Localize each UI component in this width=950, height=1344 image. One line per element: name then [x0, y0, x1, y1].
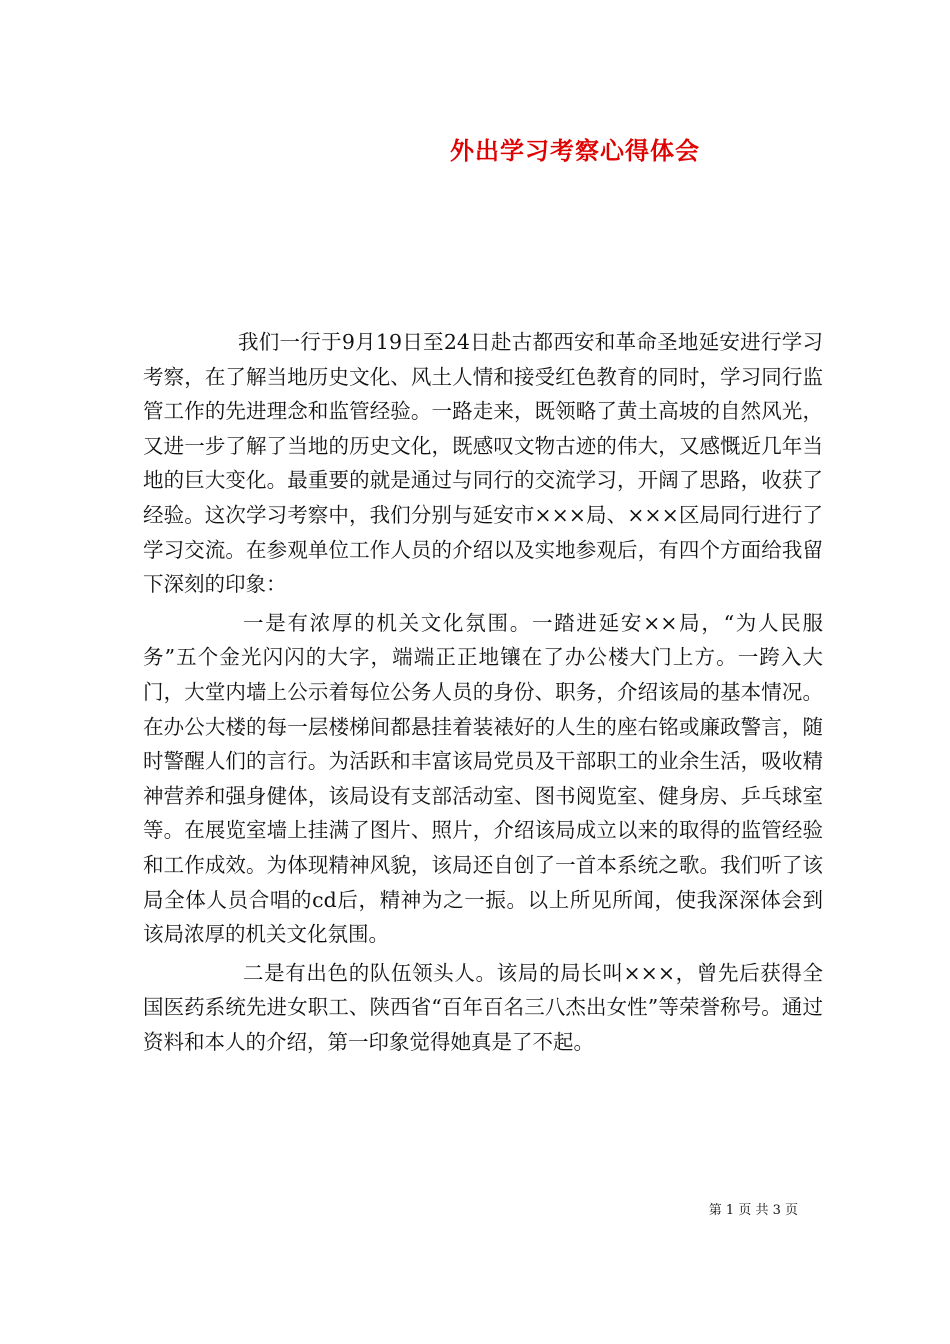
paragraph-point-one: 一是有浓厚的机关文化氛围。一踏进延安××局，“为人民服务”五个金光闪闪的大字，端端正正地镶在了办公楼大门上方。一跨入大门，大堂内墙上公示着每位公务人员的身份、职务，介绍该局的基本情况。在办公大楼的每一层楼梯间都悬挂着装裱好的人生的座右铭或廉政警言，随时警醒人们的言行。为活跃和丰富该局党员及干部职工的业余生活，吸收精神营养和强身健体，该局设有支部活动室、图书阅览室、健身房、乒乓球室等。在展览室墙上挂满了图片、照片，介绍该局成立以来的取得的监管经验和工作成效。为体现精神风貌，该局还自创了一首本系统之歌。我们听了该局全体人员合唱的cd后，精神为之一振。以上所见所闻，使我深深体会到该局浓厚的机关文化氛围。 — [143, 610, 823, 947]
document-title-text: 外出学习考察心得体会 — [450, 137, 700, 165]
paragraph-intro: 我们一行于9月19日至24日赴古都西安和革命圣地延安进行学习考察，在了解当地历史文化、风土人情和接受红色教育的同时，学习同行监管工作的先进理念和监管经验。一路走来，既领略了黄土高坡的自然风光，又进一步了解了当地的历史文化，既感叹文物古迹的伟大，又感慨近几年当地的巨大变化。最重要的就是通过与同行的交流学习，开阔了思路，收获了经验。这次学习考察中，我们分别与延安市×××局、×××区局同行进行了学习交流。在参观单位工作人员的介绍以及实地参观后，有四个方面给我留下深刻的印象： — [143, 330, 823, 597]
document-body — [143, 325, 823, 1059]
paragraph-point-two: 二是有出色的队伍领头人。该局的局长叫×××，曾先后获得全国医药系统先进女职工、陕西省“百年百名三八杰出女性”等荣誉称号。通过资料和本人的介绍，第一印象觉得她真是了不起。 — [143, 960, 823, 1054]
page-number-footer: 第 1 页 共 3 页 — [708, 1203, 798, 1218]
document-title — [0, 133, 950, 169]
